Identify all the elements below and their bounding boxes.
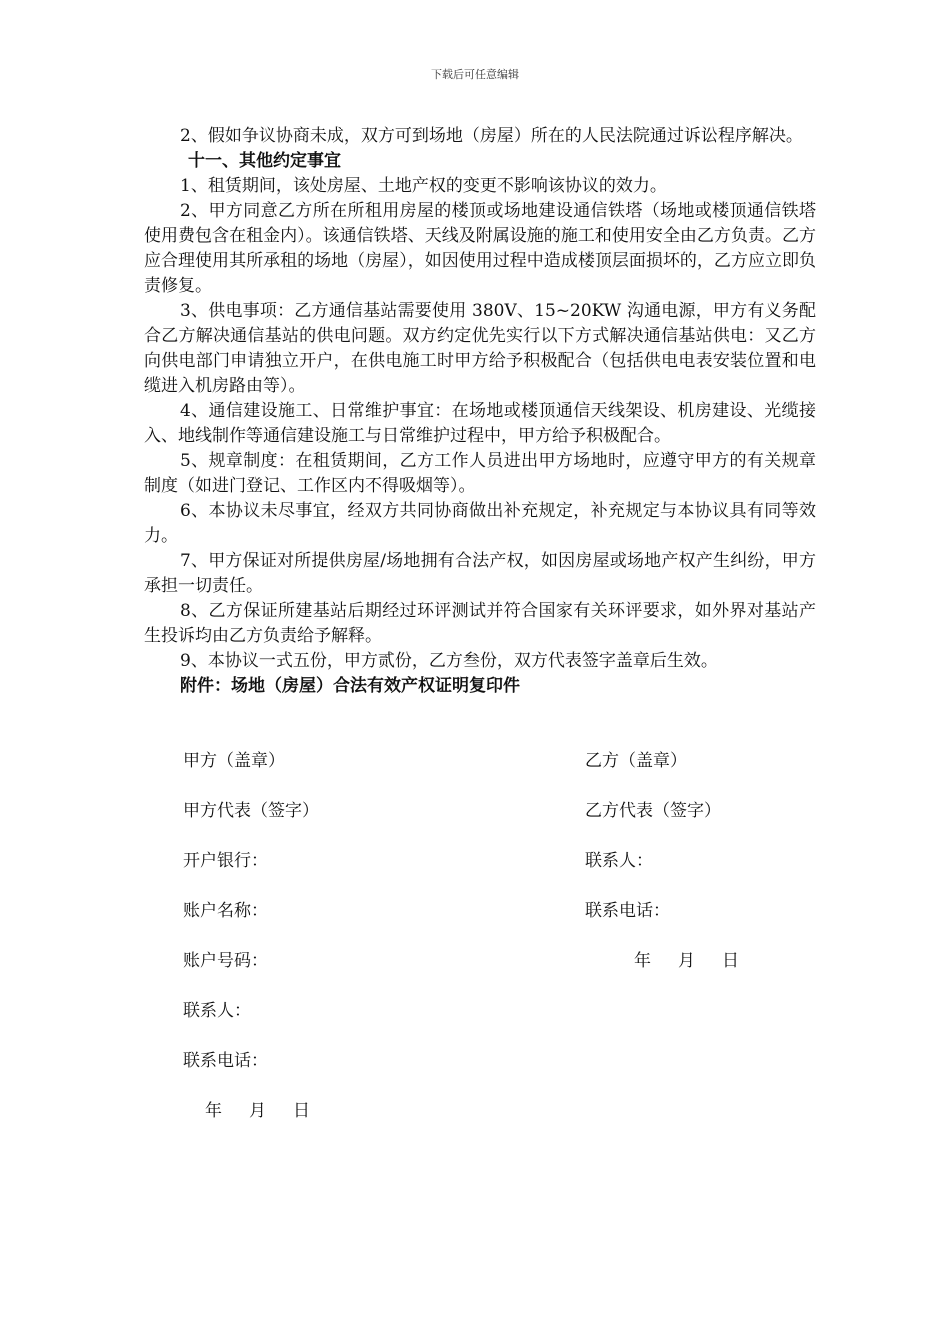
party-a-date-label: 年 月 日 [205, 1101, 311, 1121]
clause-supplementary: 6、本协议未尽事宜，经双方共同协商做出补充规定，补充规定与本协议具有同等效力。 [144, 501, 816, 546]
clause-construction-maintenance: 4、通信建设施工、日常维护事宜：在场地或楼顶通信天线架设、机房建设、光缆接入、地线制作等通信建设施工与日常维护过程中，甲方给予积极配合。 [144, 401, 816, 446]
clause-dispute-litigation: 2、假如争议协商未成，双方可到场地（房屋）所在的人民法院通过诉讼程序解决。 [180, 126, 803, 146]
party-b-contact-label: 联系人： [585, 851, 653, 871]
party-b-phone-label: 联系电话： [585, 901, 670, 921]
attachment-note: 附件：场地（房屋）合法有效产权证明复印件 [180, 676, 520, 696]
party-b-seal-label: 乙方（盖章） [585, 751, 687, 771]
account-name-label: 账户名称： [183, 901, 268, 921]
clause-property-guarantee: 7、甲方保证对所提供房屋/场地拥有合法产权，如因房屋或场地产权产生纠纷，甲方承担一切责任。 [144, 551, 816, 596]
page-header: 下载后可任意编辑 [431, 68, 519, 81]
party-b-date-label: 年 月 日 [634, 951, 740, 971]
clause-copies: 9、本协议一式五份，甲方贰份，乙方叁份，双方代表签字盖章后生效。 [180, 651, 718, 671]
contract-body [144, 124, 816, 699]
clause-property-change: 1、租赁期间，该处房屋、土地产权的变更不影响该协议的效力。 [180, 176, 667, 196]
clause-tower-construction: 2、甲方同意乙方所在所租用房屋的楼顶或场地建设通信铁塔（场地或楼顶通信铁塔使用费包含在租金内）。该通信铁塔、天线及附属设施的施工和使用安全由乙方负责。乙方应合理使用其所承租的场地（房屋），如因使用过程中造成楼顶层面损坏的，乙方应立即负责修复。 [144, 201, 816, 296]
party-a-contact-label: 联系人： [183, 1001, 251, 1021]
clause-rules: 5、规章制度：在租赁期间，乙方工作人员进出甲方场地时，应遵守甲方的有关规章制度（如进门登记、工作区内不得吸烟等）。 [144, 451, 816, 496]
party-a-rep-label: 甲方代表（签字） [183, 801, 319, 821]
party-b-rep-label: 乙方代表（签字） [585, 801, 721, 821]
party-a-seal-label: 甲方（盖章） [183, 751, 285, 771]
clause-environmental: 8、乙方保证所建基站后期经过环评测试并符合国家有关环评要求，如外界对基站产生投诉均由乙方负责给予解释。 [144, 601, 816, 646]
account-number-label: 账户号码： [183, 951, 268, 971]
party-a-phone-label: 联系电话： [183, 1051, 268, 1071]
clause-power-supply: 3、供电事项：乙方通信基站需要使用 380V、15~20KW 沟通电源，甲方有义务配合乙方解决通信基站的供电问题。双方约定优先实行以下方式解决通信基站供电：又乙方向供电部门申请独立开户，在供电施工时甲方给予积极配合（包括供电电表安装位置和电缆进入机房路由等）。 [144, 301, 816, 396]
section-heading-other-matters: 十一、其他约定事宜 [188, 151, 341, 171]
bank-label: 开户银行： [183, 851, 268, 871]
